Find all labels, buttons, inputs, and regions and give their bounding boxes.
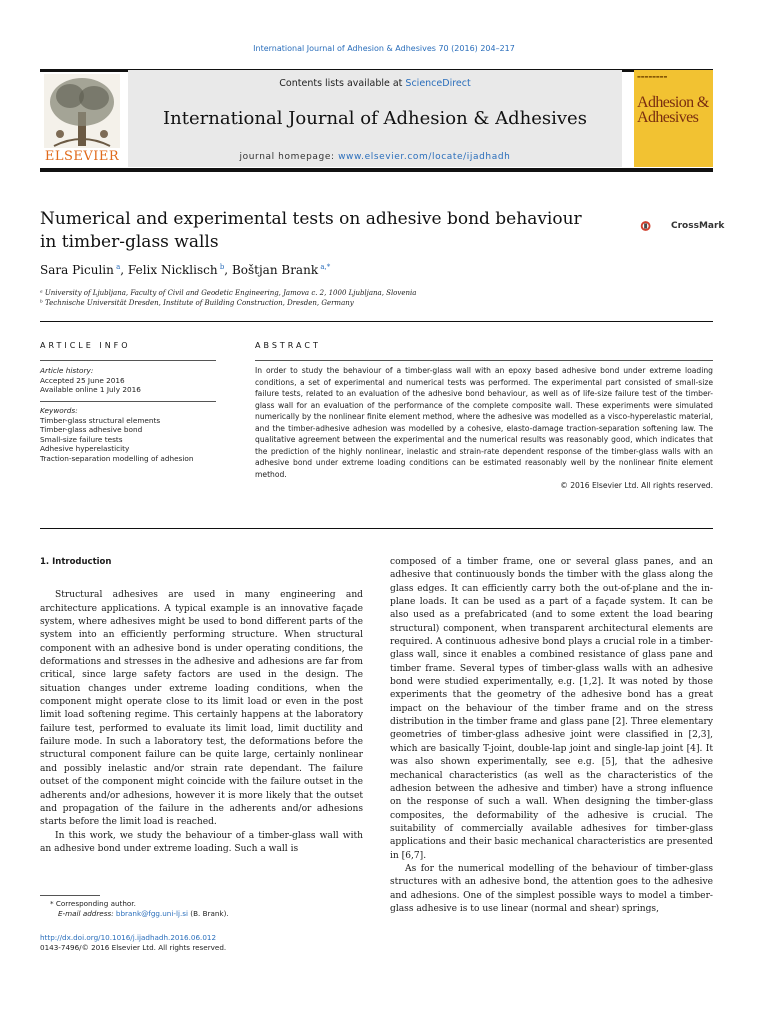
title-divider [40, 321, 713, 322]
info-rule [40, 360, 216, 361]
article-info-heading: ARTICLE INFO [40, 341, 131, 350]
article-title [40, 208, 600, 254]
keywords: Keywords: Timber-glass structural elements Timber-glass adhesive bond Small-size failure tests Adhesive hyperelasticity Traction-separation modelling of adhesion [40, 406, 220, 463]
doi-link[interactable]: http://dx.doi.org/10.1016/j.ijadhadh.2016.06.012 [40, 933, 217, 942]
email-link[interactable]: bbrank@fgg.uni-lj.si [115, 909, 188, 918]
issn-line: 0143-7496/© 2016 Elsevier Ltd. All rights reserved. [40, 943, 227, 952]
author-name[interactable]: Felix Nicklisch [127, 263, 218, 277]
keyword: Adhesive hyperelasticity [40, 444, 130, 453]
journal-title: International Journal of Adhesion & Adhesives [163, 108, 587, 129]
info-rule [40, 401, 216, 402]
affiliation-b: ᵇ Technische Universität Dresden, Institute of Building Construction, Dresden, Germany [40, 299, 354, 307]
crossmark-label[interactable]: CrossMark [671, 221, 725, 231]
homepage-link[interactable]: www.elsevier.com/locate/ijadhadh [338, 152, 511, 162]
elsevier-wordmark: ELSEVIER [44, 149, 120, 164]
footnote-rule [40, 895, 100, 896]
keyword: Timber-glass adhesive bond [40, 425, 143, 434]
keyword: Timber-glass structural elements [40, 415, 161, 425]
abstract-text: In order to study the behaviour of a timber-glass wall with an epoxy based adhesive bond under extreme loading conditions, a set of experimental and numerical tests was performed. The experimental part consisted of small-size failure tests, related to an evaluation of the adhesive bond behaviour, as well as of life-size failure test of the timber-glass wall for an evaluation of the performance of the complete composite wall. These experiments were simulated numerically by the nonlinear finite element method, where the adhesive was modelled as a visco-hyperelastic material, and the timber-adhesive adhesion was modelled by a cohesive, elasto-damage traction-separation softening law. The qualitative agreement between the experimental and the numerical results was reasonably good, which indicates that the prediction of the highly nonlinear, inelastic and strain-rate dependent response of the timber-glass walls with an adhesive bond under extreme loading conditions can be estimated reasonably well by the nonlinear finite element method. © 2016 Elsevier Ltd. All rights reserved. [255, 366, 713, 490]
keyword: Traction-separation modelling of adhesion [40, 453, 194, 463]
paragraph: Structural adhesives are used in many engineering and architecture applications. A typical example is an innovative façade system, where adhesives might be used to bond different parts of the system into an efficiently performing structure. When structural component with an adhesive bond is under operating conditions, the deformations and stresses in the adhesive and adhesions are far from critical, since large safety factors are used in the design. The situation changes under extreme loading conditions, when the component might operate close to its limit load or even in the post limit load softening regime. This certainly happens at the laboratory failure test, performed to evaluate its limit load, limit ductility and failure mode. In such a laboratory test, the deformations before the structural component failure can be quite large, certainly nonlinear and possibly inelastic and/or strain rate dependant. The failure outset of the component might coincide with the failure outset in the adherents and/or adhesions, however it is more likely that the outset and propagation of the failure in the adherents and/or adhesions starts before the limit load is reached. [40, 590, 363, 828]
sciencedirect-link[interactable]: ScienceDirect [405, 78, 471, 89]
cover-title-line1: Adhesion & [637, 94, 709, 111]
section-heading: 1. Introduction [40, 557, 112, 567]
crossmark-icon[interactable] [640, 211, 670, 241]
abstract-heading: ABSTRACT [255, 341, 321, 350]
cover-small-text: ▬▬▬▬▬▬▬▬ [637, 74, 668, 79]
paragraph: As for the numerical modelling of the behaviour of timber-glass structures with an adhesive bond, the attention goes to the adhesive and adhesions. One of the simplest possible ways to model a timber-glass adhesive is to use linear (normal and shear) springs, [390, 863, 713, 914]
keyword: Small-size failure tests [40, 434, 123, 444]
journal-homepage: journal homepage: www.elsevier.com/locate/ijadhadh [239, 152, 511, 162]
corresponding-author-note: * Corresponding author. [50, 899, 136, 908]
paragraph: In this work, we study the behaviour of a timber-glass wall with an adhesive bond under extreme loading. Such a wall is [40, 830, 363, 854]
author-list: Sara Piculin $^a$, Felix Nicklisch $^b$, Boštjan Brank $^{a,*}$ [40, 263, 331, 277]
abstract-copyright: © 2016 Elsevier Ltd. All rights reserved. [560, 481, 713, 490]
abstract-rule [255, 360, 713, 361]
contents-line: Contents lists available at ScienceDirect [279, 78, 471, 89]
body-left-column [40, 556, 363, 856]
author-name[interactable]: Sara Piculin [40, 263, 114, 277]
journal-cover-image[interactable] [634, 70, 713, 167]
email-note: E-mail address: bbrank@fgg.uni-lj.si (B. Brank). [58, 909, 229, 918]
affiliation-a: ᵃ University of Ljubljana, Faculty of Civil and Geodetic Engineering, Jamova c. 2, 1000 Ljubljana, Slovenia [40, 289, 417, 297]
paragraph: composed of a timber frame, one or several glass panes, and an adhesive that continuously bonds the timber with the glass along the glass edges. It can efficiently carry both the out-of-plane and the in-plane loads. It can be used as a part of a façade system. It can be also used as a prefabricated (and to some extent the load bearing structural) component, when transparent architectural elements are required. A continuous adhesive bond plays a crucial role in a timber-glass wall, since it enables a combined resistance of glass pane and timber frame. Several types of timber-glass walls with an adhesive bond were studied experimentally, e.g. [1,2]. It was noted by those experiments that the geometry of the adhesive bond has a great impact on the behaviour of the timber frame and on the stress distribution in the timber frame and glass pane [2]. Three elementary geometries of timber-glass adhesive joint were classified in [2,3], which are basically T-joint, double-lap joint and single-lap joint [4]. It was also shown experimentally, see e.g. [5], that the adhesive mechanical characteristics (as well as the characteristics of the adhesion between the adhesive and timber) have a strong influence on the response of such a wall. When designing the timber-glass composites, the deformability of the adhesive is crucial. The suitability of commercially available adhesives for timber-glass applications and their basic mechanical characteristics are presented in [6,7]. [390, 557, 713, 861]
cover-title-line2: Adhesives [637, 109, 699, 126]
body-right-column [390, 556, 713, 916]
author-name[interactable]: Boštjan Brank [231, 263, 319, 277]
banner-bottom-rule [40, 168, 713, 172]
article-title-line1: Numerical and experimental tests on adhesive bond behaviour [40, 209, 582, 229]
article-title-line2: in timber-glass walls [40, 232, 219, 252]
journal-citation[interactable]: International Journal of Adhesion & Adhesives 70 (2016) 204–217 [253, 44, 515, 53]
article-history: Article history: Accepted 25 June 2016 Available online 1 July 2016 [40, 366, 141, 394]
abstract-divider [40, 528, 713, 529]
